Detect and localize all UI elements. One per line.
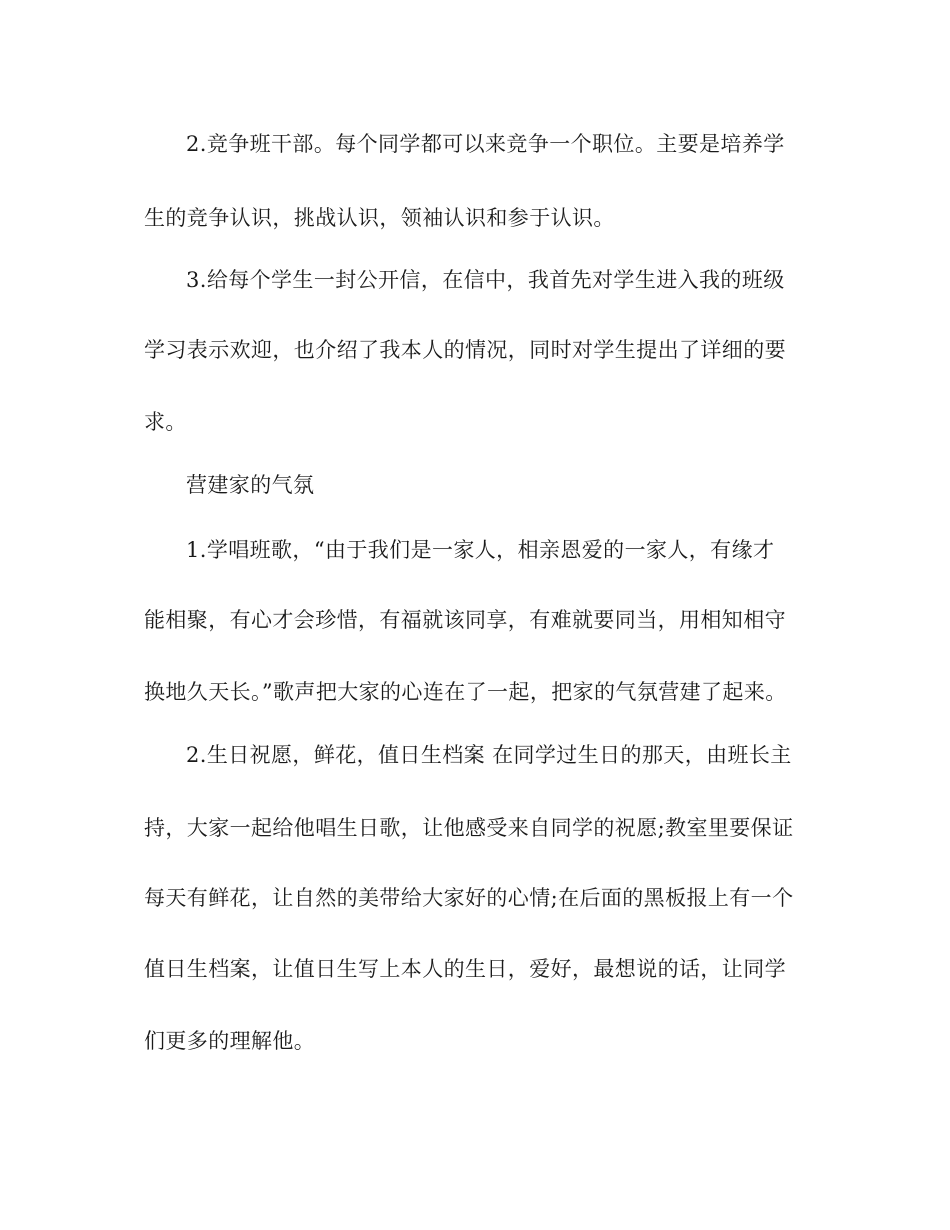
paragraph-line: 求。 xyxy=(144,410,187,434)
paragraph-line: 值日生档案，让值日生写上本人的生日，爱好，最想说的话，让同学 xyxy=(144,957,786,981)
paragraph-line: 3.给每个学生一封公开信，在信中，我首先对学生进入我的班级 xyxy=(186,268,785,292)
paragraph-line: 们更多的理解他。 xyxy=(144,1029,316,1053)
section-heading: 营建家的气氛 xyxy=(186,473,315,497)
paragraph-line: 每天有鲜花，让自然的美带给大家好的心情;在后面的黑板报上有一个 xyxy=(144,886,794,910)
paragraph-line: 2.生日祝愿，鲜花，值日生档案 在同学过生日的那天，由班长主 xyxy=(186,743,792,767)
paragraph-line: 能相聚，有心才会珍惜，有福就该同享，有难就要同当，用相知相守 xyxy=(144,608,786,632)
paragraph-line: 1.学唱班歌，“由于我们是一家人，相亲恩爱的一家人，有缘才 xyxy=(186,538,775,562)
paragraph-line: 生的竞争认识，挑战认识，领袖认识和参于认识。 xyxy=(144,206,615,230)
paragraph-line: 换地久天长。”歌声把大家的心连在了一起，把家的气氛营建了起来。 xyxy=(144,680,787,704)
paragraph-line: 持，大家一起给他唱生日歌，让他感受来自同学的祝愿;教室里要保证 xyxy=(144,816,794,840)
paragraph-line: 2.竞争班干部。每个同学都可以来竞争一个职位。主要是培养学 xyxy=(186,132,785,156)
paragraph-line: 学习表示欢迎，也介绍了我本人的情况，同时对学生提出了详细的要 xyxy=(144,338,786,362)
